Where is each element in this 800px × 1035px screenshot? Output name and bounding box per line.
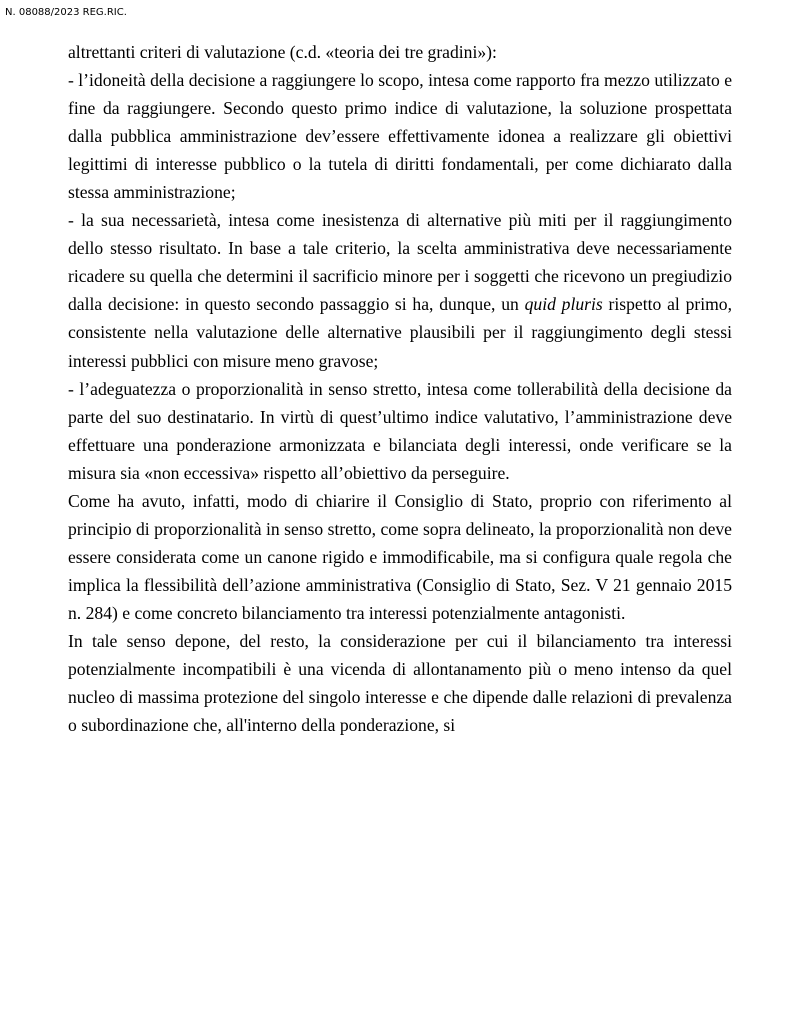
register-number: N. 08088/2023 REG.RIC.	[5, 7, 127, 18]
paragraph-adeguatezza: - l’adeguatezza o proporzionalità in senso stretto, intesa come tollerabilità della decisione da parte del suo destinatario. In virtù di quest’ultimo indice valutativo, l’amministrazione deve effettuare una ponderazione armonizzata e bilanciata degli interessi, onde verificare se la misura sia «non eccessiva» rispetto all’obiettivo da perseguire.	[68, 378, 732, 483]
quid-pluris-term: quid pluris	[524, 294, 603, 315]
paragraph-intro: altrettanti criteri di valutazione (c.d. «teoria dei tre gradini»):	[68, 42, 497, 62]
paragraph-necessarieta	[68, 206, 732, 374]
paragraph-necessarieta-text-a: - la sua necessarietà, intesa come inesistenza di alternative più miti per il raggiungimento dello stesso risultato. In base a tale criterio, la scelta amministrativa deve necessariamente ricadere su quella che determini il sacrificio minore per i soggetti che ricevono un pregiudizio dalla decisione: in questo secondo passaggio si ha, dunque, un	[68, 210, 732, 315]
paragraph-bilanciamento: In tale senso depone, del resto, la considerazione per cui il bilanciamento tra interessi potenzialmente incompatibili è una vicenda di allontanamento più o meno intenso da quel nucleo di massima protezione del singolo interesse e che dipende dalle relazioni di prevalenza o subordinazione che, all'interno della ponderazione, si	[68, 630, 732, 736]
paragraph-idoneita: - l’idoneità della decisione a raggiungere lo scopo, intesa come rapporto fra mezzo utilizzato e fine da raggiungere. Secondo questo primo indice di valutazione, la soluzione prospettata dalla pubblica amministrazione dev’essere effettivamente idonea a realizzare gli obiettivi legittimi di interesse pubblico o la tutela di diritti fondamentali, per come dichiarato dalla stessa amministrazione;	[68, 70, 732, 203]
paragraph-consiglio-di-stato: Come ha avuto, infatti, modo di chiarire il Consiglio di Stato, proprio con riferimento al principio di proporzionalità in senso stretto, come sopra delineato, la proporzionalità non deve essere considerata come un canone rigido e immodificabile, ma si configura quale regola che implica la flessibilità dell’azione amministrativa (Consiglio di Stato, Sez. V 21 gennaio 2015 n. 284) e come concreto bilanciamento tra interessi potenzialmente antagonisti.	[68, 490, 732, 623]
document-body	[68, 38, 732, 739]
paragraph-necessarieta-text-b: rispetto al primo, consistente nella valutazione delle alternative plausibili per il raggiungimento degli stessi interessi pubblici con misure meno gravose;	[68, 294, 732, 371]
